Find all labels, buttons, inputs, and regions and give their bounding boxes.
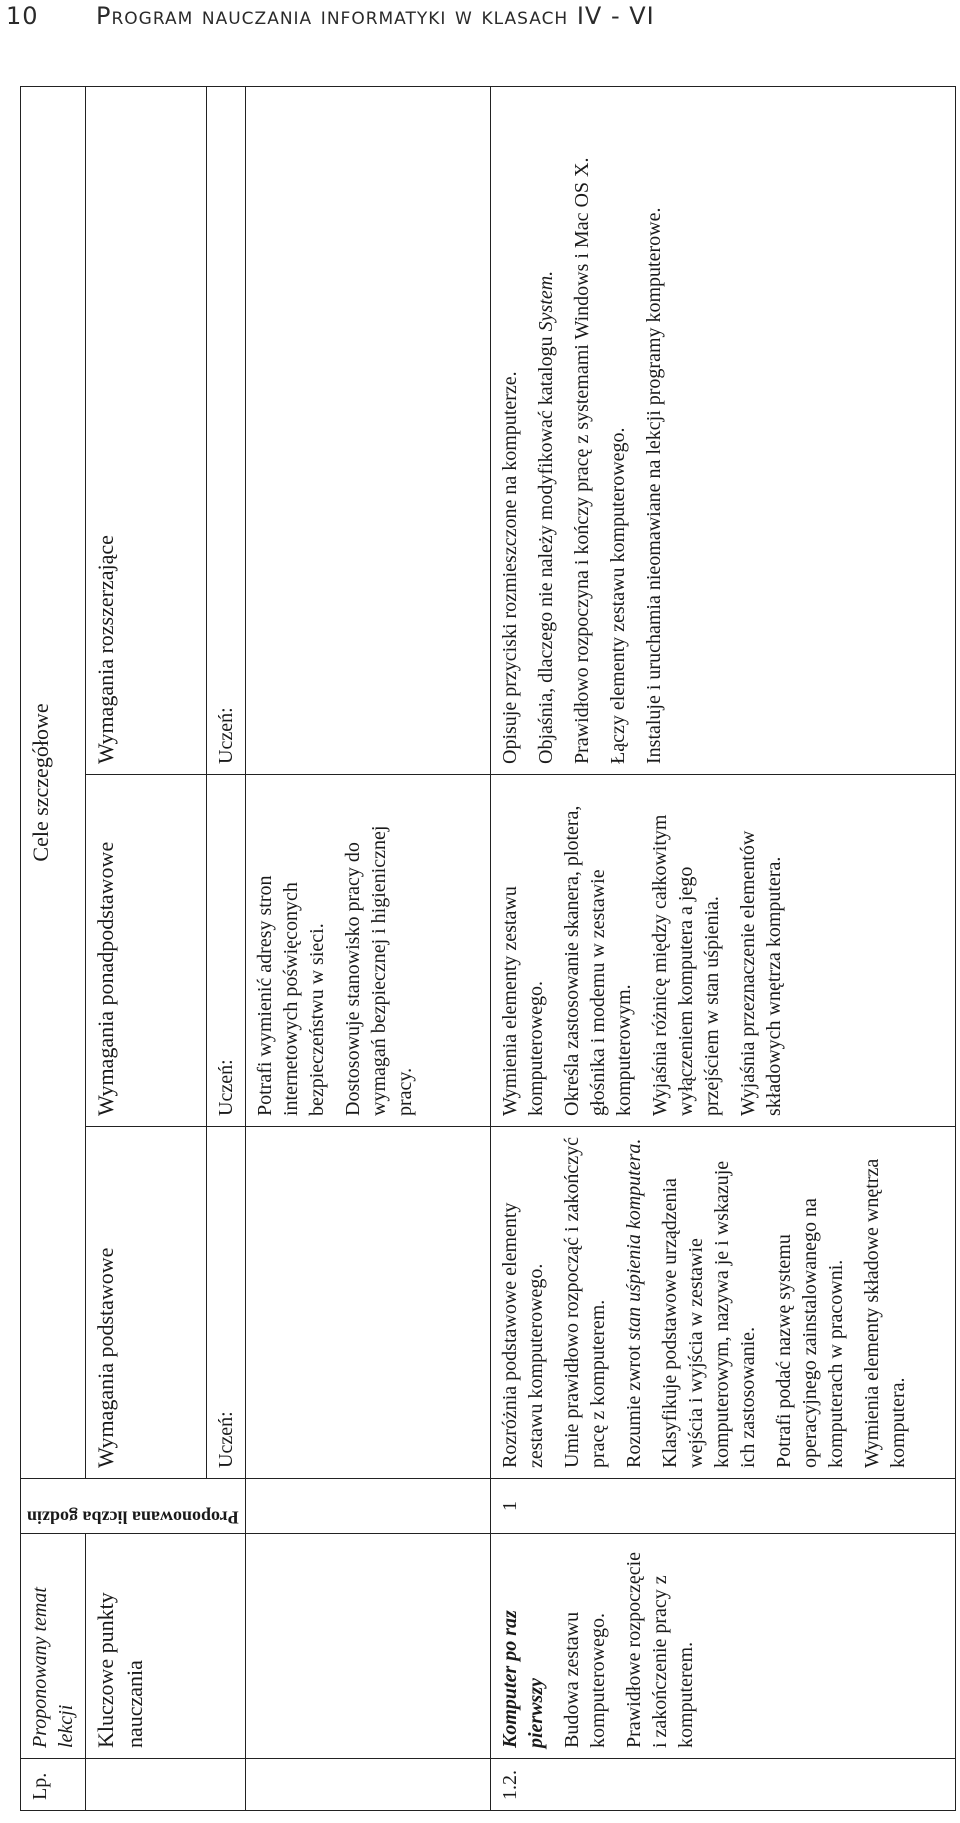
header-above: Wymagania ponadpodstawowe — [86, 775, 207, 1127]
cell-above — [490, 775, 955, 1127]
lesson-topic: Komputer po raz pierwszy — [498, 1610, 547, 1748]
list-item: Prawidłowo rozpoczyna i kończy pracę z systemami Windows i Mac OS X. — [570, 157, 593, 764]
page-header — [6, 2, 954, 36]
header-key-points: Kluczowe punkty nauczania — [86, 1534, 246, 1759]
cell-topic-prev — [245, 1534, 490, 1759]
list-item: Budowa zestawu komputerowego. — [560, 1611, 609, 1748]
cell-lp: 1.2. — [490, 1759, 955, 1811]
student-label-above: Uczeń: — [206, 775, 245, 1127]
header-hours: Proponowana liczba godzin — [21, 1479, 246, 1534]
cell-basic-prev — [245, 1127, 490, 1479]
cell-above-prev — [245, 775, 490, 1127]
cell-ext-prev — [245, 87, 490, 775]
rotated-table-wrapper — [20, 87, 956, 1811]
table-row-previous — [245, 87, 490, 1811]
cell-hours: 1 — [490, 1479, 955, 1534]
student-label-basic: Uczeń: — [206, 1127, 245, 1479]
list-item — [621, 1137, 647, 1468]
list-item-text: Rozumie zwrot — [622, 1340, 645, 1468]
list-item: Instaluje i uruchamia nieomawiane na lekcji programy komputerowe. — [642, 207, 665, 764]
header-row-1 — [21, 87, 86, 1811]
cell-hours-prev — [245, 1479, 490, 1534]
list-item: Wyjaśnia różnicę między całkowitym wyłączeniem komputera a jego przejściem w stan uśpienia. — [648, 814, 723, 1116]
header-row-2 — [86, 87, 207, 1811]
list-item: Rozróżnia podstawowe elementy zestawu komputerowego. — [498, 1202, 547, 1468]
running-title: Program nauczania informatyki w klasach IV - VI — [96, 2, 655, 30]
cell-lp-prev — [245, 1759, 490, 1811]
term-emphasis: stan uśpienia komputera. — [622, 1138, 645, 1341]
header-lp-cont — [86, 1759, 246, 1811]
list-item: Opisuje przyciski rozmieszczone na komputerze. — [498, 371, 521, 764]
term-emphasis: System. — [534, 270, 557, 332]
list-item-text: Objaśnia, dlaczego nie należy modyfikować katalogu — [534, 331, 557, 764]
header-topic: Proponowany temat lekcji — [21, 1534, 86, 1759]
list-item: Wymienia elementy składowe wnętrza komputera. — [860, 1158, 909, 1468]
list-item: Wyjaśnia przeznaczenie elementów składowych wnętrza komputera. — [736, 830, 785, 1116]
list-item: Prawidłowe rozpoczęcie i zakończenie pracy z komputerem. — [622, 1551, 697, 1748]
curriculum-table — [20, 86, 956, 1811]
list-item: Potrafi wymienić adresy stron internetowych poświęconych bezpieczeństwu w sieci. — [253, 875, 328, 1116]
list-item: Potrafi podać nazwę systemu operacyjnego zainstalowanego na komputerach w pracowni. — [772, 1198, 847, 1468]
header-basic: Wymagania podstawowe — [86, 1127, 207, 1479]
list-item: Określa zastosowanie skanera, plotera, głośnika i modemu w zestawie komputerowym. — [560, 805, 635, 1116]
cell-ext — [490, 87, 955, 775]
header-goals: Cele szczegółowe — [21, 87, 86, 1479]
header-ext: Wymagania rozszerzające — [86, 87, 207, 775]
page-number: 10 — [6, 2, 39, 30]
list-item — [533, 97, 559, 764]
list-item: Umie prawidłowo rozpocząć i zakończyć pracę z komputerem. — [560, 1137, 609, 1468]
list-item: Dostosowuje stanowisko pracy do wymagań bezpiecznej i higienicznej pracy. — [341, 825, 416, 1116]
header-lp: Lp. — [21, 1759, 86, 1811]
cell-basic — [490, 1127, 955, 1479]
list-item: Łączy elementy zestawu komputerowego. — [606, 427, 629, 764]
cell-topic — [490, 1534, 955, 1759]
list-item: Klasyfikuje podstawowe urządzenia wejścia i wyjścia w zestawie komputerowym, nazywa je i wskazuje ich zastosowanie. — [658, 1160, 759, 1468]
student-label-ext: Uczeń: — [206, 87, 245, 775]
list-item: Wymienia elementy zestawu komputerowego. — [498, 886, 547, 1116]
table-row-1-2 — [490, 87, 955, 1811]
